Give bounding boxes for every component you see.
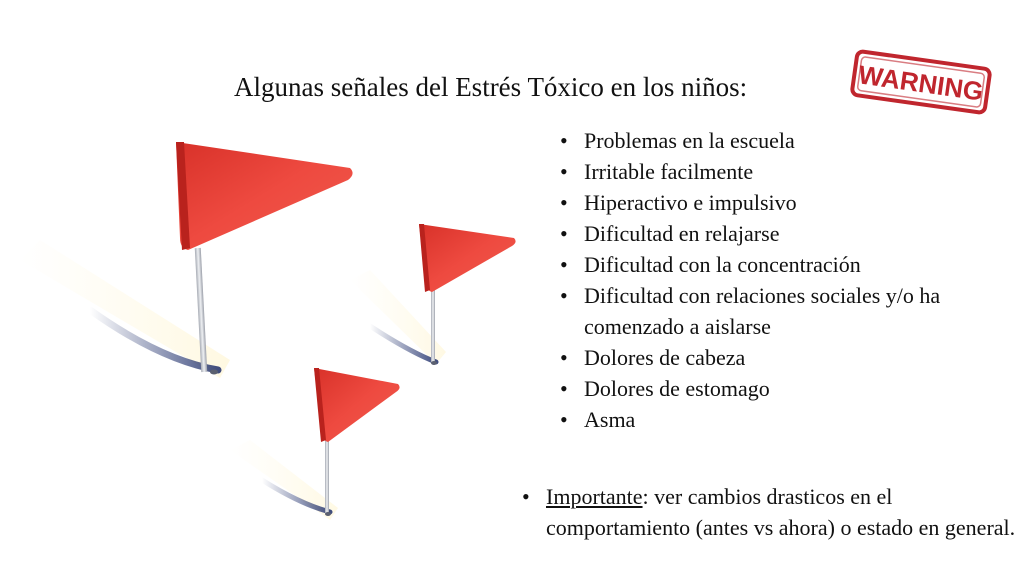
red-flag-small: [230, 368, 400, 520]
slide-title: Algunas señales del Estrés Tóxico en los niños:: [234, 72, 748, 102]
warning-stamp-text: WARNING: [856, 59, 986, 107]
list-item: • Asma: [560, 404, 1014, 435]
list-item: • Dificultad con la concentración: [560, 249, 1014, 280]
signs-list: [560, 125, 1014, 435]
warning-stamp: [846, 46, 996, 118]
list-item: • Dificultad en relajarse: [560, 218, 1014, 249]
red-flag-large: [20, 142, 353, 378]
important-note: [522, 481, 1016, 543]
list-item: • Problemas en la escuela: [560, 125, 1014, 156]
list-item: • Dificultad con relaciones sociales y/o ha comenzado a aislarse: [560, 280, 1014, 342]
red-flags-graphic: [0, 120, 540, 540]
list-item: • Irritable facilmente: [560, 156, 1014, 187]
warning-stamp-graphic: [846, 46, 996, 118]
red-flags-illustration: [0, 120, 540, 540]
important-text: : ver cambios drasticos en el comportamiento (antes vs ahora) o estado en general.: [546, 484, 1016, 540]
list-item: • Dolores de cabeza: [560, 342, 1014, 373]
important-label: Importante: [546, 484, 643, 509]
list-item: • Hiperactivo e impulsivo: [560, 187, 1014, 218]
list-item: • Dolores de estomago: [560, 373, 1014, 404]
red-flag-medium: [350, 224, 516, 365]
